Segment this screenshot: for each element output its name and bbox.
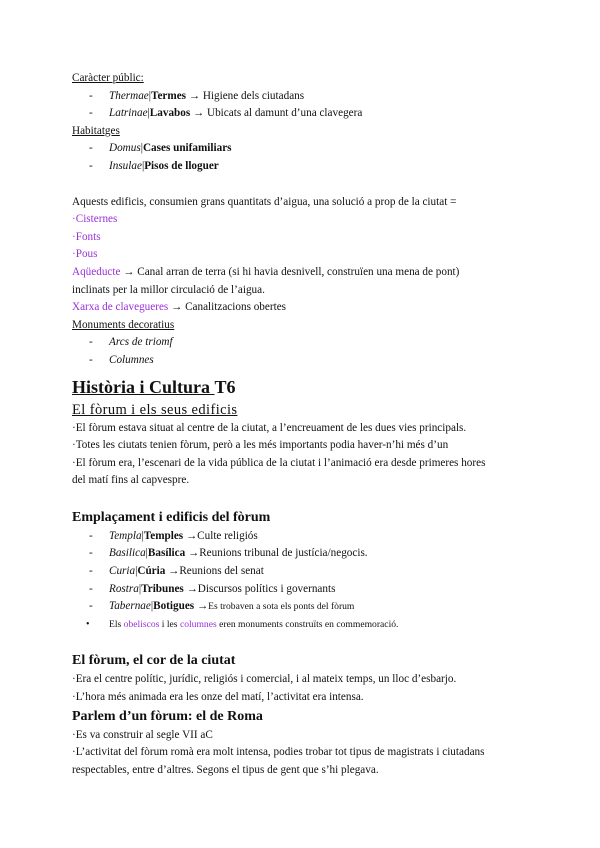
aqueduct-line: Aqüeducte → Canal arran de terra (si hi havia desnivell, construïen una mena de pont) bbox=[72, 265, 460, 278]
forum-heading: El fòrum i els seus edificis bbox=[72, 401, 238, 418]
page-title: Història i Cultura T6 bbox=[72, 376, 236, 397]
arrow-icon: → bbox=[185, 529, 198, 542]
arrow-icon: → bbox=[171, 301, 183, 314]
arrow-icon: → bbox=[196, 600, 209, 613]
caracter-public-heading: Caràcter públic: bbox=[72, 72, 144, 84]
water-source: ·Fonts bbox=[72, 230, 101, 243]
forum-line: ·El fòrum era, l’escenari de la vida pública de la ciutat i l’animació era desde primeres hores bbox=[72, 456, 486, 469]
emplacament-heading: Emplaçament i edificis del fòrum bbox=[72, 509, 271, 525]
list-item: - Basilica|Basílica →Reunions tribunal de justícia/negocis. bbox=[89, 547, 368, 560]
list-item: - Domus|Cases unifamiliars bbox=[89, 142, 232, 155]
roma-line: ·Es va construir al segle VII aC bbox=[72, 728, 213, 741]
list-item: - Rostra|Tribunes →Discursos polítics i governants bbox=[89, 582, 336, 595]
list-item: - Templa|Temples →Culte religiós bbox=[89, 529, 258, 542]
forum-line: del matí fins al capvespre. bbox=[72, 474, 190, 487]
aqueduct-line-cont: inclinats per la millor circulació de l’aigua. bbox=[72, 283, 265, 296]
arrow-icon: → bbox=[193, 107, 205, 120]
list-item: - Thermae|Termes → Higiene dels ciutadans bbox=[89, 89, 305, 102]
water-intro: Aquests edificis, consumien grans quantitats d’aigua, una solució a prop de la ciutat = bbox=[72, 195, 457, 208]
roma-heading: Parlem d’un fòrum: el de Roma bbox=[72, 708, 263, 724]
sewer-line: Xarxa de clavegueres → Canalitzacions obertes bbox=[72, 301, 287, 314]
cor-line: ·L’hora més animada era les onze del matí, l’activitat era intensa. bbox=[72, 691, 364, 704]
list-item: - Latrinae|Lavabos → Ubicats al damunt d’una clavegera bbox=[89, 107, 363, 120]
forum-line: ·El fòrum estava situat al centre de la ciutat, a l’encreuament de les dues vies principals. bbox=[72, 421, 467, 434]
water-source: ·Cisternes bbox=[72, 213, 118, 226]
roma-line: respectables, entre d’altres. Segons el tipus de gent que s’hi plegava. bbox=[72, 763, 379, 776]
monuments-heading: Monuments decoratius bbox=[72, 318, 175, 331]
list-item: • Els obeliscos i les columnes eren monuments construïts en commemoració. bbox=[72, 616, 532, 634]
document-page bbox=[72, 70, 532, 779]
list-item: - Insulae|Pisos de lloguer bbox=[89, 159, 219, 172]
arrow-icon: → bbox=[168, 565, 180, 578]
bullet-icon: • bbox=[86, 618, 90, 630]
list-item: - Tabernae|Botigues →Es trobaven a sota els ponts del fòrum bbox=[89, 600, 355, 613]
arrow-icon: → bbox=[188, 89, 201, 102]
cor-line: ·Era el centre polític, jurídic, religiós i comercial, i al mateix temps, un lloc d’esbarjo. bbox=[72, 673, 457, 686]
arrow-icon: → bbox=[186, 582, 198, 595]
habitatges-heading: Habitatges bbox=[72, 124, 120, 137]
cor-heading: El fòrum, el cor de la ciutat bbox=[72, 653, 236, 669]
roma-line: ·L’activitat del fòrum romà era molt intensa, podies trobar tot tipus de magistrats i ciutadans bbox=[72, 746, 485, 759]
arrow-icon: → bbox=[123, 265, 135, 278]
water-source: ·Pous bbox=[72, 248, 98, 261]
arrow-icon: → bbox=[188, 547, 200, 560]
list-item: - Curia|Cúria →Reunions del senat bbox=[89, 565, 264, 578]
forum-line: ·Totes les ciutats tenien fòrum, però a les més importants podia haver-n’hi més d’un bbox=[72, 439, 449, 452]
list-item: - Arcs de triomf bbox=[89, 336, 173, 349]
list-item: - Columnes bbox=[89, 353, 154, 366]
